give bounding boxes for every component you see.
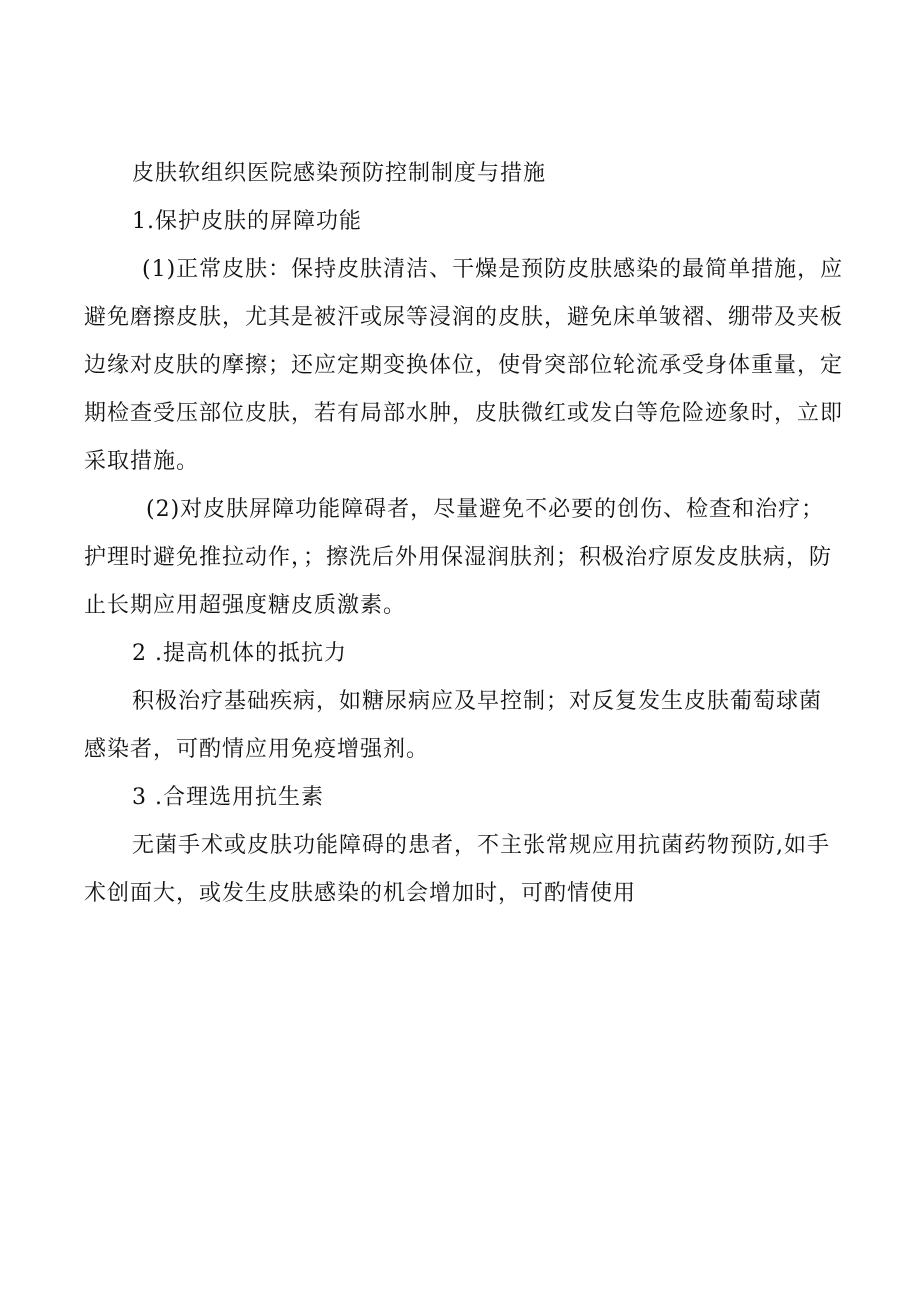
section-heading-3: 3 .合理选用抗生素 [132, 785, 324, 810]
paragraph-resistance: 积极治疗基础疾病，如糖尿病应及早控制；对反复发生皮肤葡萄球菌感染者，可酌情应用免疫增强剂。 [84, 689, 823, 762]
paragraph-barrier-dysfunction: (2)对皮肤屏障功能障碍者，尽量避免不必要的创伤、检查和治疗；护理时避免推拉动作，；擦洗后外用保湿润肤剂；积极治疗原发皮肤病，防止长期应用超强度糖皮质激素。 [84, 497, 833, 618]
section-heading-2: 2 .提高机体的抵抗力 [132, 641, 347, 666]
document-title: 皮肤软组织医院感染预防控制制度与措施 [132, 161, 547, 186]
document-body [84, 150, 844, 918]
paragraph-antibiotics: 无菌手术或皮肤功能障碍的患者，不主张常规应用抗菌药物预防,如手术创面大，或发生皮肤感染的机会增加时，可酌情使用 [84, 833, 830, 906]
section-heading-1: 1.保护皮肤的屏障功能 [132, 209, 362, 234]
paragraph-normal-skin: (1)正常皮肤：保持皮肤清洁、干燥是预防皮肤感染的最简单措施，应避免磨擦皮肤，尤其是被汗或尿等浸润的皮肤，避免床单皱褶、绷带及夹板边缘对皮肤的摩擦；还应定期变换体位，使骨突部位轮流承受身体重量，定期检查受压部位皮肤，若有局部水肿，皮肤微红或发白等危险迹象时，立即采取措施。 [84, 257, 844, 474]
